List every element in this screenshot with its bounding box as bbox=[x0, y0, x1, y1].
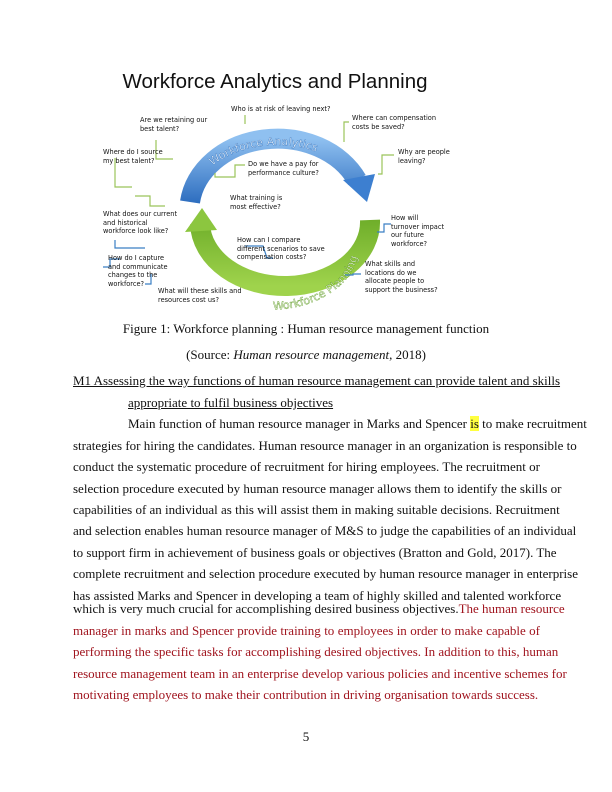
label-retaining-talent: Are we retaining our best talent? bbox=[140, 116, 208, 133]
label-historical-workforce: What does our current and historical workforce look like? bbox=[103, 210, 178, 236]
body-line: to support firm in achievement of business goals or objectives (Bratton and Gold, 2017). The bbox=[73, 545, 557, 560]
source-prefix: (Source: bbox=[186, 347, 234, 362]
body-line: and selection enables human resource manager of M&S to judge the capabilities of an individual bbox=[73, 523, 577, 538]
body-line-red: motivating employees to make their contribution in driving organisation towards success. bbox=[73, 687, 539, 702]
workforce-diagram bbox=[95, 62, 455, 312]
label-source-talent: Where do I source my best talent? bbox=[103, 148, 163, 165]
figure-source bbox=[0, 347, 612, 363]
label-compensation-costs: Where can compensation costs be saved? bbox=[352, 114, 437, 131]
body-line-red: resource management team in an enterprise develop various policies and incentive schemes for bbox=[73, 666, 567, 681]
label-compare-scenarios: How can I compare different scenarios to save compensation costs? bbox=[237, 236, 325, 262]
page-number: 5 bbox=[302, 729, 310, 744]
body-line: capabilities of an individual as this will assist them in making suitable decisions. Recruitment bbox=[73, 502, 560, 517]
source-suffix: , 2018) bbox=[389, 347, 426, 362]
planning-arrowhead bbox=[185, 208, 217, 232]
section-heading-line1: M1 Assessing the way functions of human resource management can provide talent and skills bbox=[73, 373, 561, 388]
label-pay-for-performance: Do we have a pay for performance culture? bbox=[248, 160, 319, 177]
text: to make recruitment bbox=[478, 416, 587, 431]
label-skills-locations: What skills and locations do we allocate people to support the business? bbox=[365, 260, 438, 294]
label-training: What training is most effective? bbox=[230, 194, 283, 211]
body-line bbox=[128, 416, 587, 432]
text: which is very much crucial for accomplishing desired business objectives. bbox=[73, 601, 459, 616]
body-line-red: performing the specific tasks for accomplishing desired objectives. In addition to this, human bbox=[73, 644, 559, 659]
body-line: selection procedure executed by human resource manager allows them to identify the skills or bbox=[73, 481, 562, 496]
text: Main function of human resource manager in Marks and Spencer bbox=[128, 416, 471, 431]
arc-label-planning: Workforce Planning bbox=[272, 254, 361, 312]
section-heading-line2 bbox=[128, 395, 540, 411]
label-turnover-impact: How will turnover impact our future workforce? bbox=[391, 214, 445, 248]
label-why-leaving: Why are people leaving? bbox=[398, 148, 450, 165]
label-risk-of-leaving: Who is at risk of leaving next? bbox=[231, 105, 331, 113]
body-line-red: manager in marks and Spencer provide training to employees in order to make capable of bbox=[73, 623, 540, 638]
body-line: conduct the systematic procedure of recruitment for hiring employees. The recruitment or bbox=[73, 459, 540, 474]
body-line: has assisted Marks and Spencer in developing a team of highly skilled and talented workforce bbox=[73, 588, 562, 603]
body-line: complete recruitment and selection procedure executed by human resource manager in enterprise bbox=[73, 566, 578, 581]
body-line: strategies for hiring the candidates. Human resource manager in an organization is responsible to bbox=[73, 438, 577, 453]
arc-label-analytics: Workforce Analytics bbox=[206, 135, 320, 169]
source-title: Human resource management bbox=[233, 347, 390, 362]
label-skills-cost: What will these skills and resources cost us? bbox=[158, 287, 242, 304]
red-text: The human resource bbox=[458, 601, 565, 616]
heading-line2-text: appropriate to fulfil business objectives bbox=[128, 395, 334, 410]
highlighted-text: is bbox=[470, 416, 479, 431]
label-capture-changes: How do I capture and communicate changes to the workforce? bbox=[108, 254, 168, 288]
figure-title: Workforce Analytics and Planning bbox=[122, 70, 428, 93]
body-line-mixed bbox=[73, 601, 565, 617]
figure-caption: Figure 1: Workforce planning : Human resource management function bbox=[122, 321, 490, 336]
